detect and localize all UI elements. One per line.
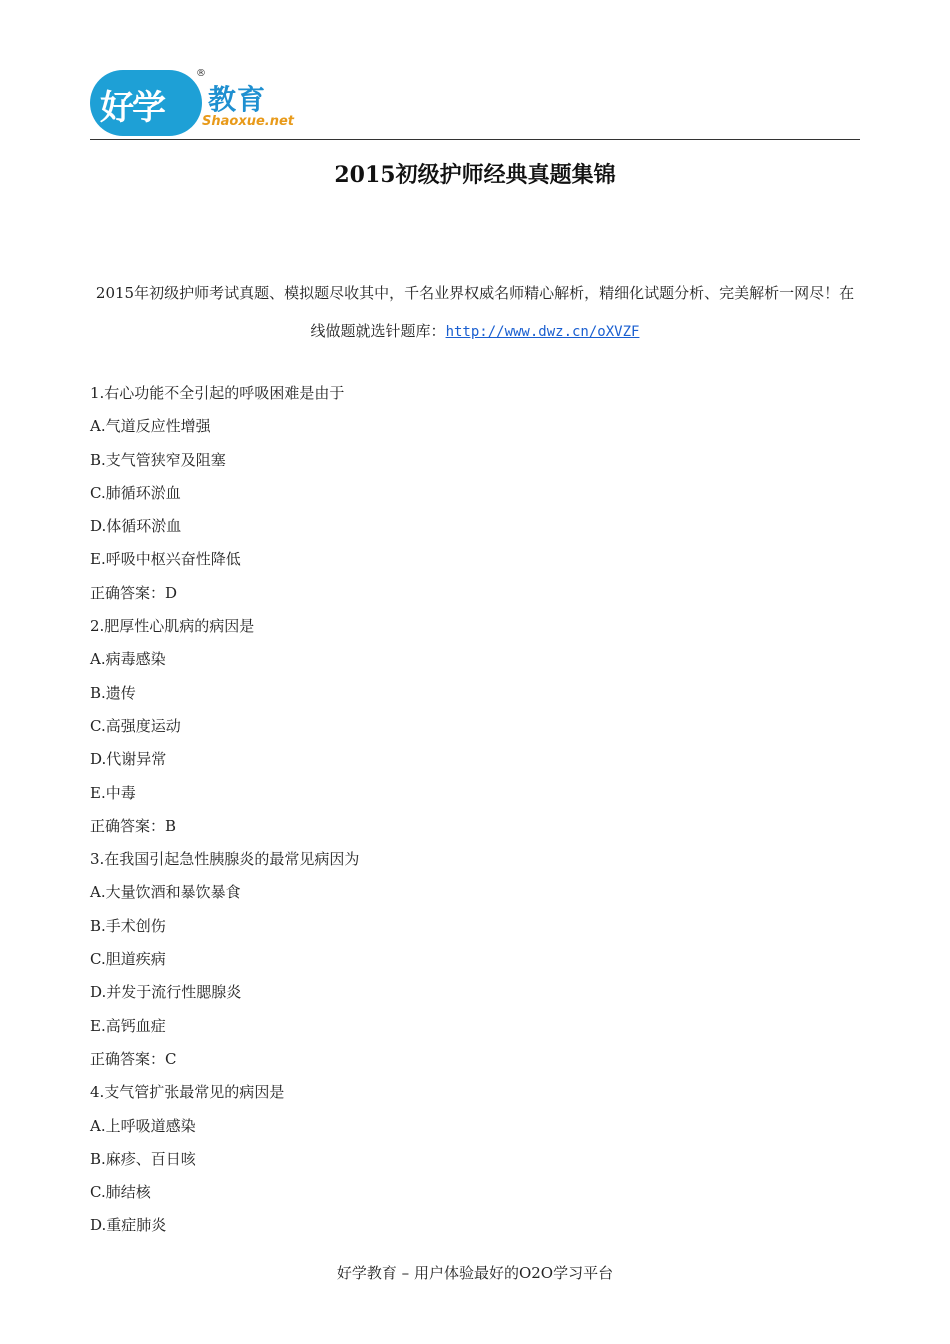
intro-paragraph (90, 274, 860, 351)
correct-answer: 正确答案：B (90, 816, 177, 835)
logo-site-text: Shaoxue.net (202, 114, 295, 129)
logo (90, 68, 295, 140)
page-title: 2015初级护师经典真题集锦 (334, 162, 616, 188)
question-bank-link[interactable]: http://www.dwz.cn/oXVZF (445, 324, 640, 340)
answer-option: C.高强度运动 (90, 716, 181, 735)
logo-registered-mark: ® (196, 68, 206, 79)
question-stem: 2.肥厚性心肌病的病因是 (90, 617, 255, 636)
answer-option: C.肺循环淤血 (90, 483, 181, 502)
page-footer: 好学教育 – 用户体验最好的O2O学习平台 (336, 1264, 614, 1282)
header-divider (90, 139, 860, 140)
answer-option: B.麻疹、百日咳 (90, 1149, 196, 1168)
answer-option: A.大量饮酒和暴饮暴食 (90, 883, 241, 902)
question-stem: 4.支气管扩张最常见的病因是 (90, 1083, 285, 1102)
answer-option: D.重症肺炎 (90, 1216, 167, 1235)
answer-option: E.中毒 (90, 783, 136, 802)
answer-option: C.胆道疾病 (90, 950, 166, 969)
answer-option: B.遗传 (90, 683, 136, 702)
answer-option: A.上呼吸道感染 (90, 1116, 196, 1135)
logo-mark: 好学 (100, 88, 164, 128)
answer-option: E.高钙血症 (90, 1016, 166, 1035)
answer-option: E.呼吸中枢兴奋性降低 (90, 550, 241, 569)
answer-option: A.气道反应性增强 (90, 417, 211, 436)
answer-option: D.代谢异常 (90, 750, 167, 769)
intro-text: 2015年初级护师考试真题、模拟题尽收其中，千名业界权威名师精心解析，精细化试题分析、完美解析一网尽！在线做题就选针题库： (95, 284, 855, 340)
logo-edu-text: 教育 (208, 83, 267, 116)
answer-option: B.手术创伤 (90, 916, 166, 935)
question-stem: 3.在我国引起急性胰腺炎的最常见病因为 (90, 850, 360, 869)
answer-option: A.病毒感染 (90, 650, 166, 669)
correct-answer: 正确答案：C (90, 1049, 177, 1068)
question-list (90, 377, 860, 1243)
answer-option: D.并发于流行性腮腺炎 (90, 983, 242, 1002)
correct-answer: 正确答案：D (90, 583, 178, 602)
answer-option: B.支气管狭窄及阻塞 (90, 450, 226, 469)
question-stem: 1.右心功能不全引起的呼吸困难是由于 (90, 384, 345, 402)
answer-option: C.肺结核 (90, 1183, 151, 1202)
answer-option: D.体循环淤血 (90, 517, 182, 536)
